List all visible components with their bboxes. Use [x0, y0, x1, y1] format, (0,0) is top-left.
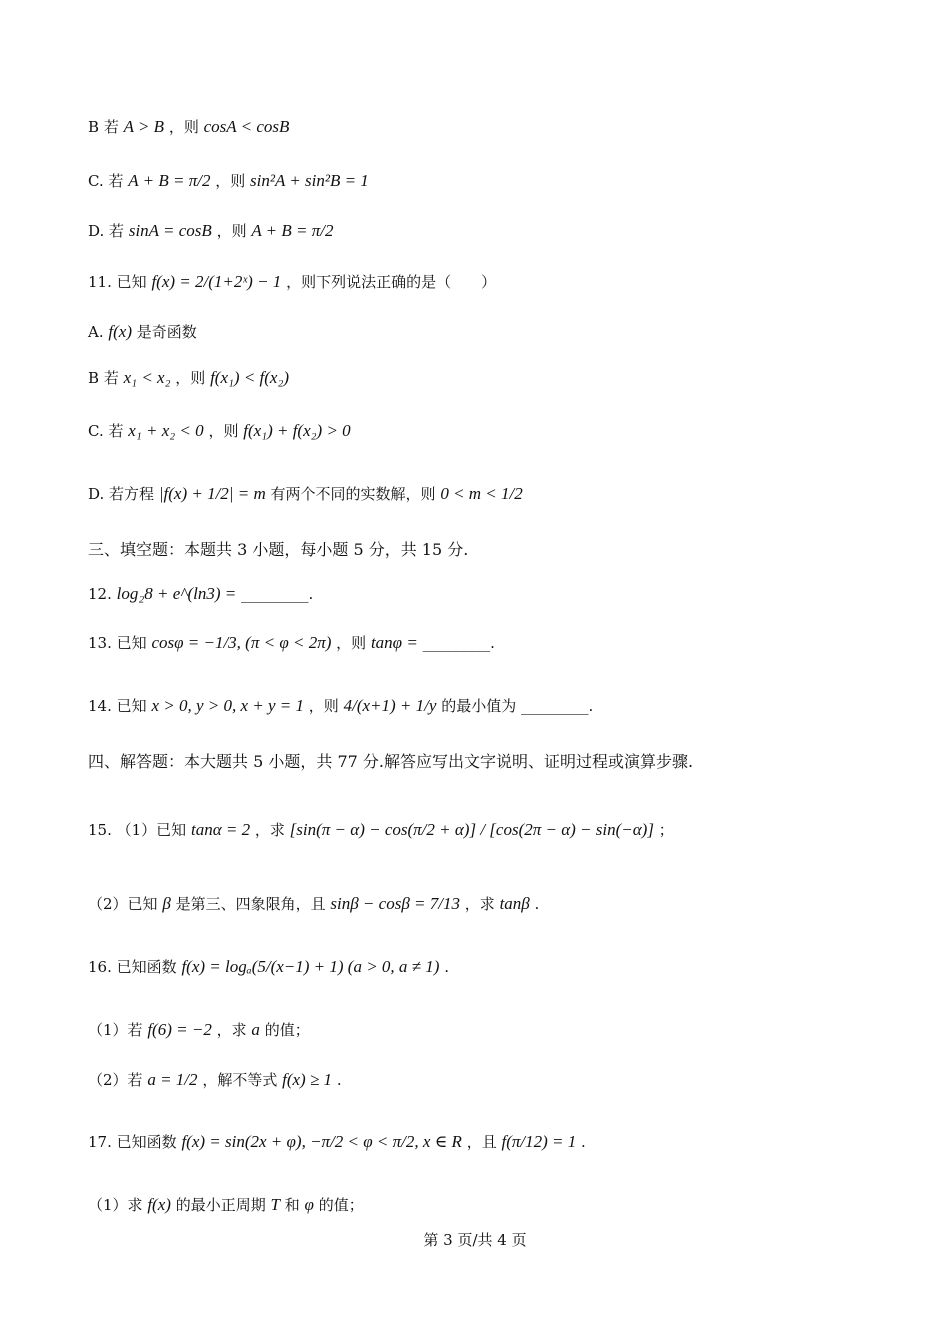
- q15-part1: [88, 820, 674, 840]
- math-expression: f(x₁) + f(x₂) > 0: [243, 421, 351, 440]
- q11-stem: [88, 272, 496, 292]
- q12-stem: [88, 584, 313, 604]
- math-expression: A > B: [123, 117, 165, 136]
- question-text: 的值；: [264, 1021, 310, 1039]
- page-footer: 第 3 页/共 4 页: [423, 1231, 527, 1249]
- question-text: （1）若: [88, 1021, 143, 1039]
- math-expression: a = 1/2: [147, 1070, 198, 1089]
- question-text: （1）求: [88, 1196, 143, 1214]
- math-expression: f(x): [108, 322, 132, 341]
- option-label: D.: [88, 222, 105, 240]
- option-label: A.: [88, 323, 104, 341]
- math-expression: cosφ = −1/3, (π < φ < 2π): [151, 633, 332, 652]
- question-text: ，求: [464, 895, 495, 913]
- question-number: 14.: [88, 697, 112, 715]
- math-expression: f(x): [147, 1195, 171, 1214]
- math-expression: tanβ: [499, 894, 530, 913]
- q11-option-d: [88, 484, 523, 504]
- question-text: ，则下列说法正确的是（ ）: [286, 273, 497, 291]
- math-expression: x₁ < x₂: [123, 368, 171, 387]
- question-number: 11.: [88, 273, 112, 291]
- question-text: 的值；: [318, 1196, 364, 1214]
- question-number: 12.: [88, 585, 112, 603]
- answer-blank: _________.: [422, 634, 495, 652]
- question-text: 的最小正周期: [175, 1196, 266, 1214]
- math-expression: tanα = 2: [190, 820, 251, 839]
- section-fill-in-heading: 三、填空题：本题共 3 小题，每小题 5 分，共 15 分.: [88, 540, 469, 559]
- math-expression: [sin(π − α) − cos(π/2 + α)] / [cos(2π − α) − sin(−α)]: [289, 820, 654, 839]
- q10-option-c: [88, 171, 369, 191]
- question-text: ，则: [336, 634, 367, 652]
- question-text: .: [534, 895, 540, 913]
- math-expression: x₁ + x₂ < 0: [128, 421, 204, 440]
- question-text: 已知: [116, 273, 147, 291]
- question-number: 16.: [88, 958, 112, 976]
- math-expression: a: [251, 1020, 260, 1039]
- q11-option-b: [88, 368, 289, 388]
- q16-part2: [88, 1070, 342, 1090]
- option-label: D.: [88, 485, 105, 503]
- math-expression: x > 0, y > 0, x + y = 1: [151, 696, 305, 715]
- math-expression: β: [162, 894, 171, 913]
- math-expression: log₂8 + e^(ln3) =: [116, 584, 237, 603]
- question-number: 15.: [88, 821, 112, 839]
- option-text: 若: [103, 369, 119, 387]
- math-expression: T: [270, 1195, 280, 1214]
- question-text: ，求: [216, 1021, 247, 1039]
- option-text: 若方程: [109, 485, 155, 503]
- question-text: （2）已知: [88, 895, 158, 913]
- section-solution-heading: 四、解答题：本大题共 5 小题，共 77 分.解答应写出文字说明、证明过程或演算步骤.: [88, 752, 694, 771]
- q11-option-a: [88, 322, 197, 342]
- math-expression: sinA = cosB: [128, 221, 212, 240]
- option-text: 若: [103, 118, 119, 136]
- q10-option-b: [88, 117, 289, 137]
- option-text: 有两个不同的实数解，则: [270, 485, 436, 503]
- question-text: （1）已知: [116, 821, 187, 839]
- question-text: 已知函数: [116, 958, 177, 976]
- option-label: C.: [88, 172, 104, 190]
- question-text: 和: [284, 1196, 300, 1214]
- question-text: ，则: [308, 697, 339, 715]
- q13-stem: [88, 633, 495, 653]
- q17-part1: [88, 1195, 364, 1215]
- question-text: 已知函数: [116, 1133, 177, 1151]
- math-expression: f(x) = logₐ(5/(x−1) + 1) (a > 0, a ≠ 1): [181, 957, 440, 976]
- option-text: 若: [109, 222, 125, 240]
- option-label: B: [88, 369, 100, 387]
- question-text: 已知: [116, 634, 147, 652]
- option-text: ，则: [215, 172, 246, 190]
- math-expression: 0 < m < 1/2: [440, 484, 523, 503]
- q17-stem: [88, 1132, 586, 1152]
- math-expression: A + B = π/2: [251, 221, 334, 240]
- option-text: 若: [108, 422, 124, 440]
- math-expression: tanφ =: [370, 633, 418, 652]
- option-text: ，则: [168, 118, 199, 136]
- math-expression: cosA < cosB: [203, 117, 290, 136]
- math-expression: f(x₁) < f(x₂): [210, 368, 290, 387]
- option-label: C.: [88, 422, 104, 440]
- question-text: （2）若: [88, 1071, 143, 1089]
- option-text: ，则: [175, 369, 206, 387]
- q14-stem: [88, 696, 593, 716]
- q11-option-c: [88, 421, 351, 441]
- q15-part2: [88, 894, 539, 914]
- math-expression: f(6) = −2: [147, 1020, 212, 1039]
- math-expression: sin²A + sin²B = 1: [250, 171, 369, 190]
- q16-part1: [88, 1020, 310, 1040]
- math-expression: 4/(x+1) + 1/y: [343, 696, 437, 715]
- question-text: .: [581, 1133, 586, 1151]
- question-text: 的最小值为: [441, 697, 517, 715]
- answer-blank: _________.: [520, 697, 594, 715]
- math-expression: sinβ − cosβ = 7/13: [330, 894, 460, 913]
- question-text: ，解不等式: [202, 1071, 278, 1089]
- question-text: 已知: [116, 697, 147, 715]
- question-text: 是第三、四象限角，且: [175, 895, 326, 913]
- math-expression: |f(x) + 1/2| = m: [158, 484, 266, 503]
- answer-blank: _________.: [241, 585, 314, 603]
- math-expression: A + B = π/2: [128, 171, 211, 190]
- question-text: ，求: [254, 821, 285, 839]
- question-text: .: [444, 958, 449, 976]
- math-expression: f(π/12) = 1: [501, 1132, 577, 1151]
- math-expression: f(x) ≥ 1: [282, 1070, 333, 1089]
- question-text: ；: [658, 821, 674, 839]
- option-text: ，则: [208, 422, 239, 440]
- math-expression: φ: [304, 1195, 314, 1214]
- question-number: 17.: [88, 1133, 112, 1151]
- option-text: 若: [108, 172, 124, 190]
- math-expression: f(x) = 2/(1+2ˣ) − 1: [151, 272, 282, 291]
- q10-option-d: [88, 221, 334, 241]
- option-text: ，则: [216, 222, 247, 240]
- q16-stem: [88, 957, 449, 977]
- question-text: .: [336, 1071, 342, 1089]
- option-text: 是奇函数: [136, 323, 197, 341]
- question-number: 13.: [88, 634, 112, 652]
- math-expression: f(x) = sin(2x + φ), −π/2 < φ < π/2, x ∈ R: [181, 1132, 462, 1151]
- question-text: ，且: [466, 1133, 497, 1151]
- option-label: B: [88, 118, 100, 136]
